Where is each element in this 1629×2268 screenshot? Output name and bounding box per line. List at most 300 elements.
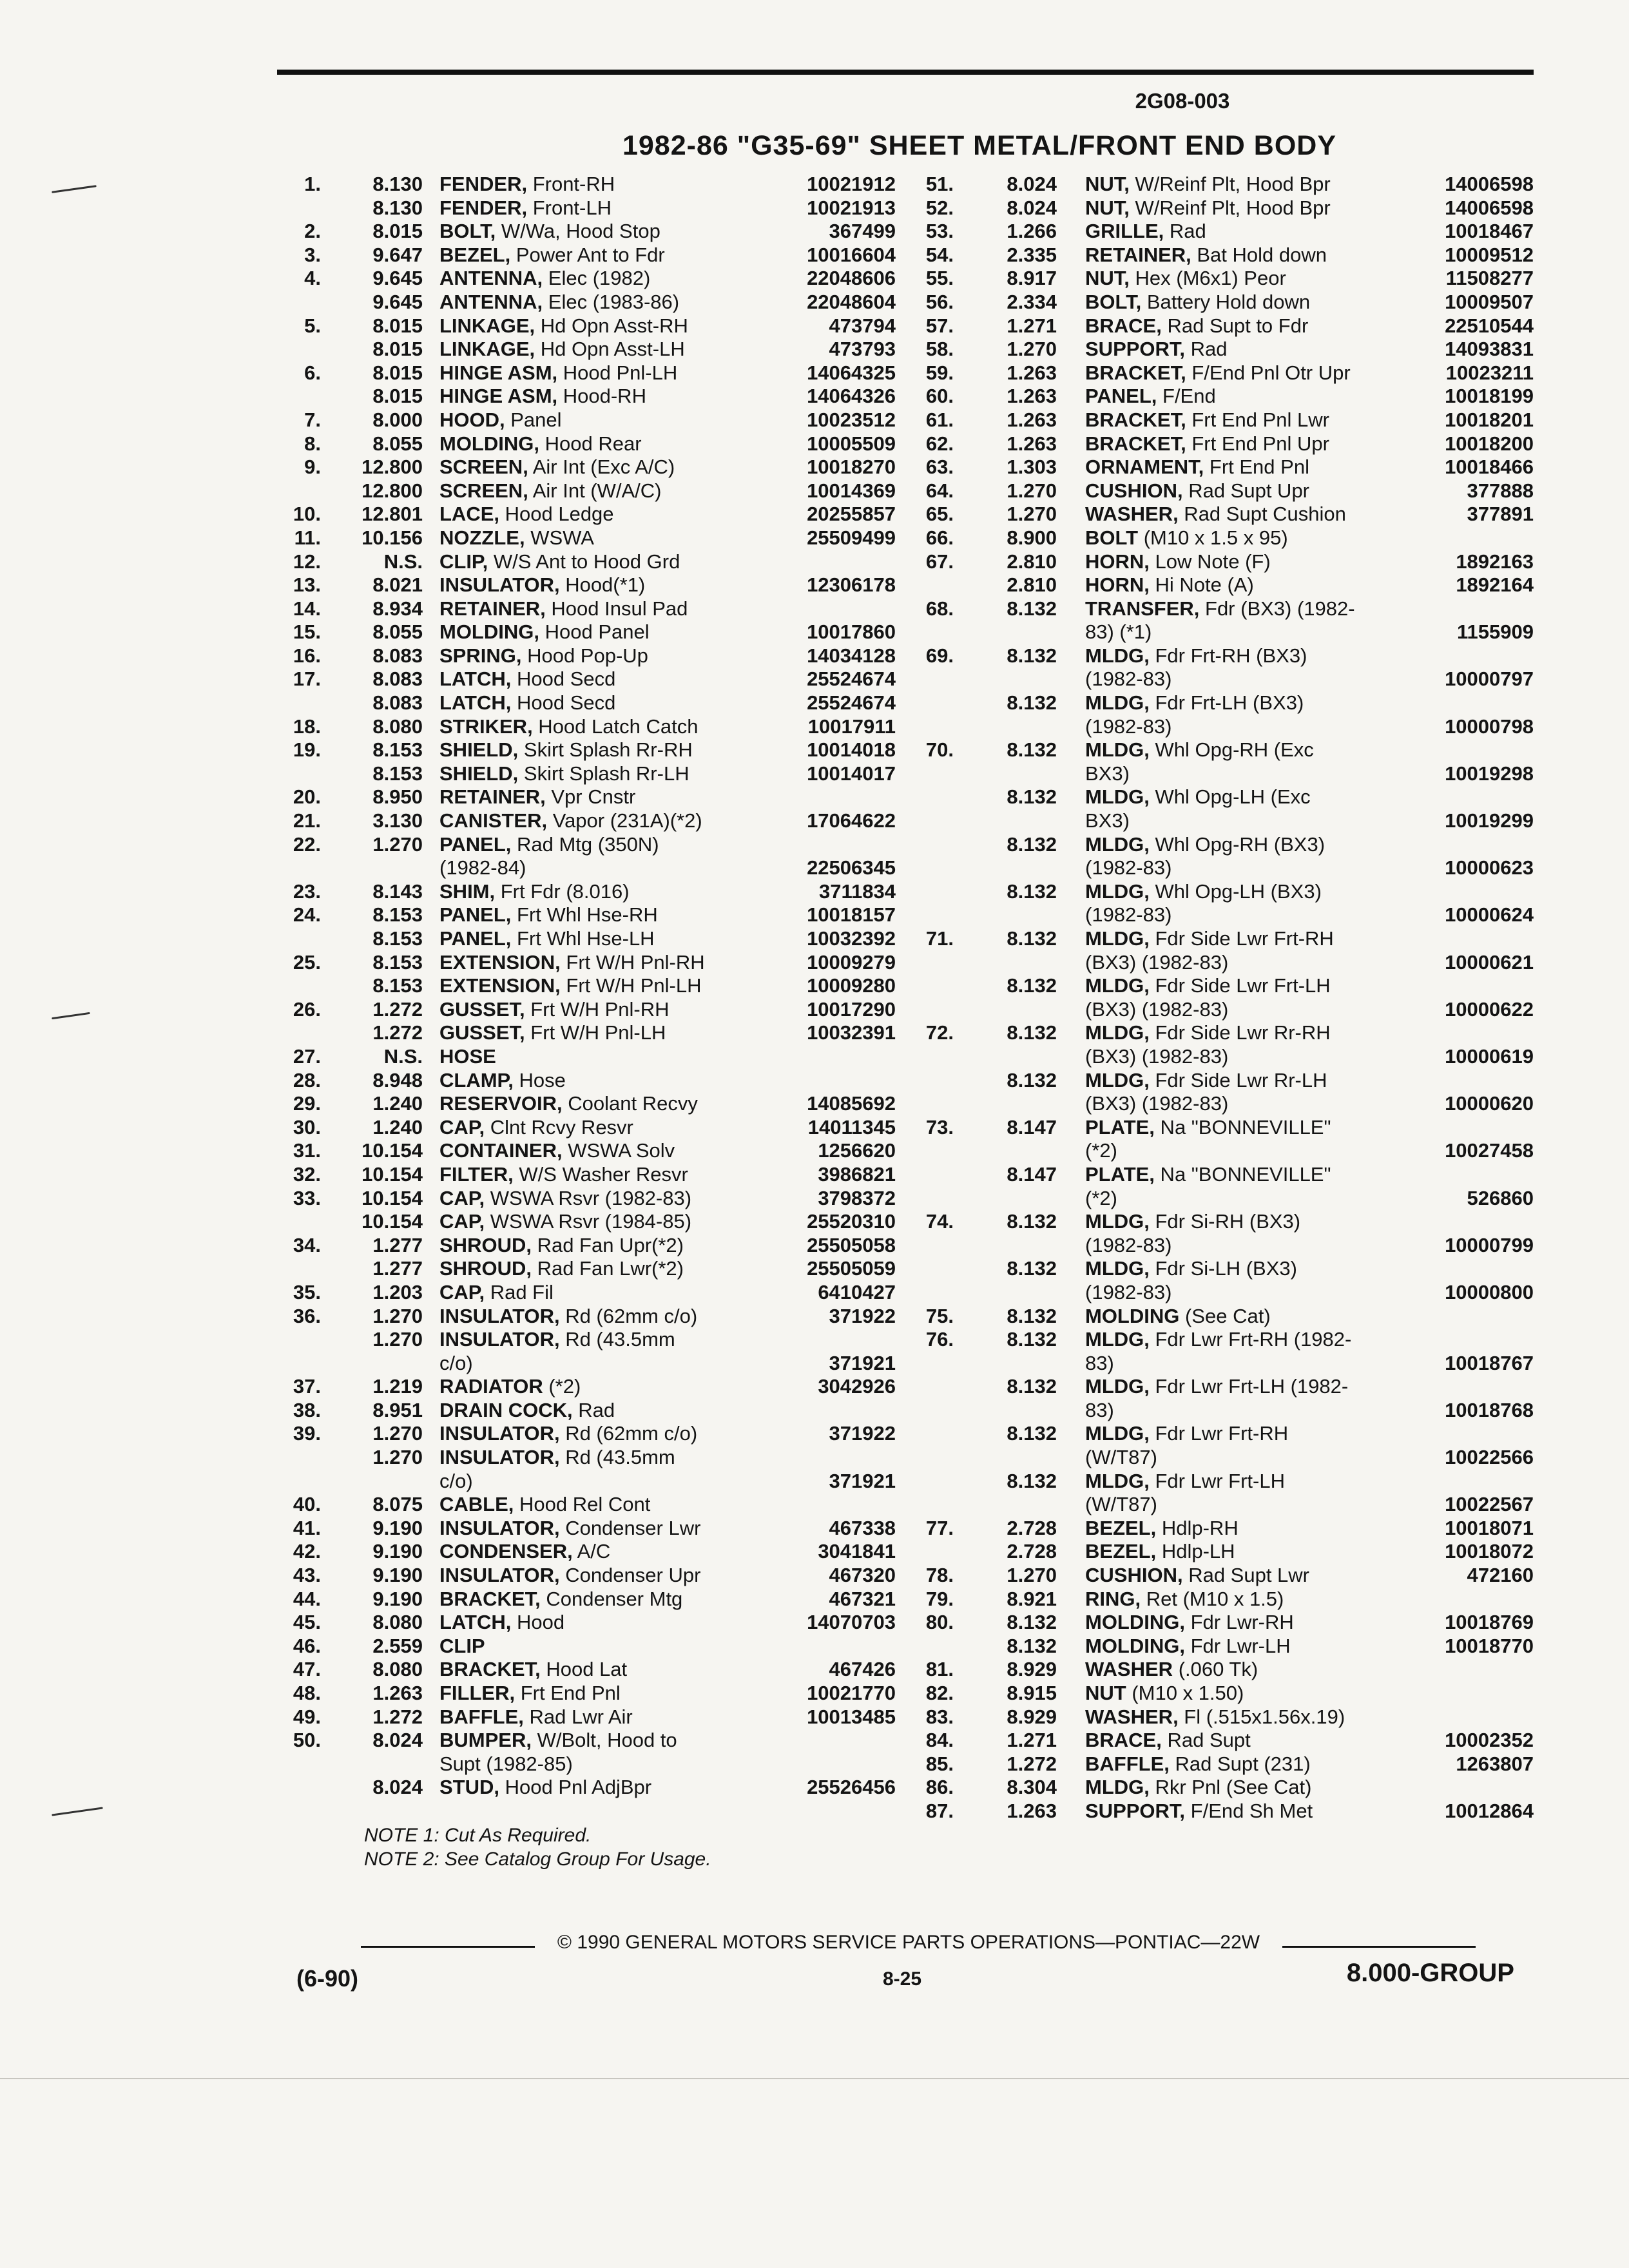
part-detail: Fdr Lwr Frt-LH (1982- [1149, 1375, 1349, 1398]
part-detail: WSWA Rsvr (1982-83) [485, 1186, 692, 1209]
part-number: 10018270 [807, 456, 896, 479]
part-detail: Hood-RH [557, 385, 646, 408]
part-detail: 83) [1085, 1351, 1114, 1374]
part-description [1085, 456, 1309, 479]
part-row [271, 762, 896, 786]
group-number: 1.263 [372, 1682, 423, 1704]
group-number: 1.277 [372, 1257, 423, 1280]
part-description [1085, 1305, 1271, 1328]
part-number: 10000798 [1445, 715, 1534, 738]
part-detail: Hd Opn Asst-RH [535, 314, 688, 337]
part-description [1085, 809, 1130, 832]
part-description [439, 456, 675, 479]
part-description [1085, 267, 1286, 290]
item-number: 2. [304, 220, 321, 243]
part-number: 377891 [1467, 503, 1534, 526]
part-detail: (1982-83) [1085, 903, 1172, 927]
part-name: BRACKET, [1085, 432, 1186, 455]
item-number: 63. [925, 456, 954, 479]
part-detail: (.060 Tk) [1173, 1658, 1258, 1681]
part-description [439, 1658, 627, 1681]
group-number: 8.929 [1007, 1658, 1057, 1681]
part-detail: Hood Pnl-LH [557, 361, 678, 384]
part-description [439, 432, 642, 456]
part-row [915, 1021, 1534, 1045]
part-row [915, 1234, 1534, 1258]
item-number: 72. [925, 1021, 954, 1044]
part-name: CABLE, [439, 1493, 514, 1516]
part-number: 10014369 [807, 479, 896, 502]
part-row [915, 644, 1534, 668]
part-description [1085, 1706, 1345, 1729]
item-number: 71. [925, 927, 954, 950]
part-name: CUSHION, [1085, 1564, 1183, 1587]
part-description [1085, 1540, 1235, 1563]
part-number: 10009279 [807, 950, 896, 974]
part-detail: Fdr Side Lwr Frt-RH [1149, 927, 1334, 950]
part-description [1085, 644, 1307, 668]
item-number: 43. [293, 1564, 321, 1587]
part-number: 10018768 [1445, 1398, 1534, 1421]
group-number: 2.728 [1007, 1516, 1057, 1539]
part-description [439, 668, 615, 691]
item-number: 55. [925, 267, 954, 290]
part-number: 14034128 [807, 644, 896, 667]
part-number: 1256620 [818, 1139, 896, 1162]
part-row [271, 1446, 896, 1470]
group-number: 8.080 [372, 1611, 423, 1634]
part-description [439, 785, 635, 809]
part-number: 377888 [1467, 479, 1534, 502]
part-detail: WSWA Solv [562, 1139, 675, 1162]
part-name: MLDG, [1085, 1469, 1150, 1492]
part-row [915, 550, 1534, 574]
group-number: 8.130 [372, 196, 423, 219]
part-description [1085, 1658, 1258, 1681]
item-number: 57. [925, 314, 954, 337]
part-name: NUT, [1085, 267, 1130, 290]
item-number: 39. [293, 1422, 321, 1445]
part-description [1085, 833, 1325, 856]
part-number: 10016604 [807, 243, 896, 266]
part-name: HINGE ASM, [439, 385, 558, 408]
part-detail: W/Bolt, Hood to [531, 1729, 677, 1752]
part-description [439, 526, 594, 550]
part-name: SHROUD, [439, 1233, 532, 1256]
part-description [1085, 1092, 1228, 1115]
group-number: 8.132 [1007, 1304, 1057, 1327]
part-row [915, 1163, 1534, 1187]
part-name: MLDG, [1085, 1776, 1150, 1799]
group-number: 8.132 [1007, 927, 1057, 950]
group-number: 8.950 [372, 785, 423, 809]
part-detail: Hood Secd [511, 668, 616, 691]
part-name: MLDG, [1085, 785, 1150, 809]
part-number: 467321 [829, 1587, 896, 1610]
group-number: 8.132 [1007, 1021, 1057, 1044]
date-code: (6-90) [296, 1965, 359, 1992]
part-row [271, 526, 896, 550]
part-detail: Rd (43.5mm [559, 1328, 675, 1351]
part-name: RADIATOR [439, 1375, 543, 1398]
part-number: 22048604 [807, 290, 896, 313]
group-number: 1.270 [372, 1304, 423, 1327]
part-description [439, 479, 662, 503]
part-row [271, 1021, 896, 1045]
group-number: 12.800 [361, 456, 423, 479]
part-description [1085, 1116, 1331, 1139]
part-row [271, 691, 896, 715]
part-description [1085, 314, 1308, 338]
group-number: 8.153 [372, 974, 423, 997]
part-row [915, 620, 1534, 644]
part-row [915, 1729, 1534, 1753]
part-detail: (1982-83) [1085, 856, 1172, 879]
part-detail: A/C [572, 1540, 611, 1563]
item-number: 64. [925, 479, 954, 502]
part-name: SHIM, [439, 879, 496, 903]
part-number: 3042926 [818, 1375, 896, 1398]
item-number: 67. [925, 550, 954, 573]
group-number: 1.203 [372, 1280, 423, 1303]
group-number: 8.015 [372, 361, 423, 384]
part-number: 25524674 [807, 668, 896, 691]
group-number: 9.190 [372, 1516, 423, 1539]
part-number: 22048606 [807, 267, 896, 290]
part-name: SUPPORT, [1085, 1799, 1186, 1822]
group-number: 8.021 [372, 573, 423, 597]
part-description [439, 1281, 554, 1304]
group-number: 9.645 [372, 290, 423, 313]
part-name: GUSSET, [439, 1021, 525, 1044]
part-detail: WSWA [525, 526, 594, 549]
part-number: 10002352 [1445, 1729, 1534, 1752]
part-description [439, 715, 698, 738]
group-number: 8.080 [372, 1658, 423, 1681]
group-number: 8.015 [372, 220, 423, 243]
part-detail: Fdr Frt-LH (BX3) [1149, 691, 1304, 715]
part-name: SHROUD, [439, 1257, 532, 1280]
group-number: 9.190 [372, 1564, 423, 1587]
part-name: MLDG, [1085, 927, 1150, 950]
part-row [271, 267, 896, 291]
group-number: 8.015 [372, 338, 423, 361]
part-name: CLIP [439, 1634, 485, 1657]
part-number: 467338 [829, 1516, 896, 1539]
part-number: 467320 [829, 1564, 896, 1587]
part-row [271, 738, 896, 762]
part-description [439, 644, 648, 668]
part-description [1085, 1139, 1117, 1162]
part-row [915, 1422, 1534, 1446]
group-number: 2.334 [1007, 290, 1057, 313]
part-name: MOLDING, [439, 432, 539, 455]
part-description [439, 597, 688, 620]
part-detail: (1982-84) [439, 856, 526, 879]
group-number: 8.915 [1007, 1682, 1057, 1704]
item-number: 17. [293, 668, 321, 691]
part-description [1085, 691, 1304, 715]
part-row [271, 927, 896, 951]
part-name: MLDG, [1085, 1375, 1150, 1398]
part-name: LINKAGE, [439, 314, 535, 337]
group-number: 9.647 [372, 243, 423, 266]
item-number: 41. [293, 1516, 321, 1539]
part-detail: Hood Ledge [499, 503, 614, 526]
item-number: 85. [925, 1752, 954, 1775]
part-row [915, 1187, 1534, 1211]
part-name: GUSSET, [439, 997, 525, 1021]
part-number: 10000619 [1445, 1044, 1534, 1068]
item-number: 35. [293, 1280, 321, 1303]
part-description [1085, 173, 1331, 196]
part-detail: Skirt Splash Rr-LH [518, 762, 689, 785]
part-row [915, 1399, 1534, 1423]
part-name: ANTENNA, [439, 267, 543, 290]
part-detail: W/Wa, Hood Stop [496, 220, 660, 243]
part-detail: Ret (M10 x 1.5) [1141, 1587, 1284, 1610]
part-name: BOLT, [439, 220, 496, 243]
item-number: 45. [293, 1611, 321, 1634]
part-detail: (1982-83) [1085, 1233, 1172, 1256]
group-number: 8.132 [1007, 597, 1057, 620]
part-description [1085, 1611, 1294, 1634]
part-detail: F/End Sh Met [1185, 1799, 1313, 1822]
page-title: 1982-86 "G35-69" SHEET METAL/FRONT END BODY [622, 130, 1337, 161]
part-number: 10018466 [1445, 456, 1534, 479]
part-name: BRACE, [1085, 314, 1162, 337]
part-description [439, 738, 693, 762]
part-detail: Frt W/H Pnl-LH [525, 1021, 666, 1044]
group-number: 8.132 [1007, 785, 1057, 809]
part-row [271, 1352, 896, 1376]
part-description [1085, 1210, 1300, 1233]
part-number: 11508277 [1445, 267, 1534, 290]
part-description [439, 951, 705, 974]
item-number: 31. [293, 1139, 321, 1162]
item-number: 84. [925, 1729, 954, 1752]
part-description [1085, 785, 1311, 809]
part-description [1085, 927, 1334, 950]
part-row [915, 1658, 1534, 1682]
item-number: 34. [293, 1233, 321, 1256]
group-number: 2.810 [1007, 550, 1057, 573]
part-name: BEZEL, [1085, 1516, 1157, 1539]
part-detail: Power Ant to Fdr [510, 243, 665, 266]
part-description [439, 1517, 700, 1540]
part-detail: Battery Hold down [1141, 290, 1311, 313]
part-description [439, 408, 562, 432]
part-row [915, 1210, 1534, 1234]
part-detail: Rad Supt [1161, 1729, 1251, 1752]
item-number: 7. [304, 408, 321, 431]
part-description [439, 880, 630, 903]
part-description [1085, 197, 1331, 220]
part-description [1085, 880, 1322, 903]
part-description [439, 927, 655, 950]
part-detail: W/S Ant to Hood Grd [488, 550, 680, 573]
group-number: N.S. [383, 550, 423, 573]
bottom-rule [0, 2078, 1629, 2079]
part-row [915, 314, 1534, 338]
part-detail: Frt End Pnl Upr [1186, 432, 1329, 455]
part-detail: Rad [1164, 220, 1206, 243]
part-description [1085, 1753, 1311, 1776]
item-number: 5. [304, 314, 321, 337]
part-name: NUT, [1085, 173, 1130, 195]
part-description [439, 503, 614, 526]
part-description [439, 1540, 610, 1563]
part-row [271, 1588, 896, 1611]
group-number: 8.132 [1007, 691, 1057, 715]
part-name: WASHER, [1085, 503, 1179, 526]
part-description [439, 1470, 473, 1493]
group-number: 8.147 [1007, 1162, 1057, 1186]
part-description [1085, 1564, 1309, 1587]
part-name: CANISTER, [439, 809, 548, 832]
part-description [439, 550, 680, 573]
item-number: 12. [293, 550, 321, 573]
part-name: LATCH, [439, 1611, 512, 1634]
part-detail: Fl (.515x1.56x.19) [1178, 1705, 1345, 1728]
part-name: MOLDING [1085, 1304, 1180, 1327]
item-number: 58. [925, 338, 954, 361]
group-number: 8.132 [1007, 974, 1057, 997]
group-number: 8.083 [372, 691, 423, 715]
part-row [271, 291, 896, 314]
part-row [915, 903, 1534, 927]
part-name: FENDER, [439, 196, 528, 219]
part-row [271, 314, 896, 338]
part-detail: Frt End Pnl [515, 1682, 621, 1704]
part-row [915, 1281, 1534, 1305]
part-number: 10017290 [807, 997, 896, 1021]
part-number: 14006598 [1445, 196, 1534, 219]
part-description [1085, 361, 1351, 385]
part-row [271, 197, 896, 220]
part-detail: Whl Opg-RH (BX3) [1149, 832, 1325, 856]
group-number: 8.024 [1007, 196, 1057, 219]
part-description [1085, 244, 1327, 267]
group-number: 1.263 [1007, 361, 1057, 384]
part-row [915, 1305, 1534, 1329]
part-row [915, 951, 1534, 975]
part-detail: Hex (M6x1) Peor [1129, 267, 1286, 290]
part-name: MOLDING, [1085, 1634, 1185, 1657]
part-number: 25520310 [807, 1210, 896, 1233]
group-number: 2.335 [1007, 243, 1057, 266]
part-name: MOLDING, [1085, 1611, 1185, 1634]
part-number: 10005509 [807, 432, 896, 455]
group-number: 8.132 [1007, 1375, 1057, 1398]
part-row [271, 1234, 896, 1258]
part-row [915, 1045, 1534, 1069]
part-number: 10000799 [1445, 1233, 1534, 1256]
group-number: 8.132 [1007, 644, 1057, 667]
part-description [1085, 1045, 1228, 1068]
group-number: 2.728 [1007, 1540, 1057, 1563]
part-detail: W/Reinf Plt, Hood Bpr [1129, 196, 1331, 219]
part-description [439, 1163, 688, 1186]
top-rule [277, 70, 1534, 75]
part-number: 10018769 [1445, 1611, 1534, 1634]
group-number: 10.154 [361, 1186, 423, 1209]
part-name: MLDG, [1085, 832, 1150, 856]
part-number: 3986821 [818, 1162, 896, 1186]
part-name: FILLER, [439, 1682, 516, 1704]
group-number: 8.147 [1007, 1115, 1057, 1139]
item-number: 69. [925, 644, 954, 667]
group-number: 1.263 [1007, 408, 1057, 431]
part-number: 3041841 [818, 1540, 896, 1563]
item-number: 51. [925, 173, 954, 195]
part-detail: (1982-83) [1085, 1280, 1172, 1303]
part-description [439, 856, 526, 879]
part-description [1085, 1729, 1251, 1752]
item-number: 23. [293, 879, 321, 903]
document-code: 2G08-003 [1135, 89, 1230, 113]
part-number: 10018072 [1445, 1540, 1534, 1563]
group-number: 1.272 [372, 1021, 423, 1044]
part-detail: Condenser Upr [559, 1564, 701, 1587]
part-row [271, 1281, 896, 1305]
part-name: INSULATOR, [439, 1328, 560, 1351]
part-description [439, 1446, 675, 1469]
part-row [915, 927, 1534, 951]
part-number: 367499 [829, 220, 896, 243]
part-row [271, 220, 896, 244]
item-number: 83. [925, 1705, 954, 1728]
item-number: 73. [925, 1115, 954, 1139]
part-detail: Air Int (W/A/C) [528, 479, 662, 502]
part-row [915, 715, 1534, 739]
part-number: 10000622 [1445, 997, 1534, 1021]
part-description [1085, 1446, 1157, 1469]
part-description [1085, 1021, 1331, 1044]
part-description [1085, 526, 1288, 550]
group-number: 8.024 [372, 1729, 423, 1752]
part-description [439, 1116, 633, 1139]
group-number: 9.645 [372, 267, 423, 290]
part-detail: Rd (43.5mm [559, 1446, 675, 1469]
item-number: 30. [293, 1115, 321, 1139]
part-description [1085, 1163, 1331, 1186]
part-detail: Hose [513, 1068, 566, 1091]
part-name: MOLDING, [439, 620, 539, 644]
part-row [271, 1564, 896, 1588]
part-detail: 83) (*1) [1085, 620, 1152, 644]
part-detail: Hdlp-LH [1156, 1540, 1235, 1563]
part-detail: Fdr (BX3) (1982- [1199, 597, 1355, 620]
part-row [915, 1069, 1534, 1093]
part-detail: Hd Opn Asst-LH [535, 338, 685, 361]
part-detail: Rad [572, 1398, 615, 1421]
group-number: 1.270 [1007, 479, 1057, 502]
part-description [439, 244, 665, 267]
part-description [439, 1611, 564, 1634]
part-row [271, 715, 896, 739]
part-description [439, 1422, 697, 1445]
part-description [1085, 1682, 1244, 1705]
part-row [915, 691, 1534, 715]
part-name: CAP, [439, 1210, 485, 1233]
part-name: RESERVOIR, [439, 1092, 563, 1115]
part-detail: (1982-83) [1085, 715, 1172, 738]
part-row [271, 479, 896, 503]
group-number: 8.132 [1007, 1611, 1057, 1634]
part-name: ORNAMENT, [1085, 456, 1204, 479]
notes [364, 1823, 711, 1871]
